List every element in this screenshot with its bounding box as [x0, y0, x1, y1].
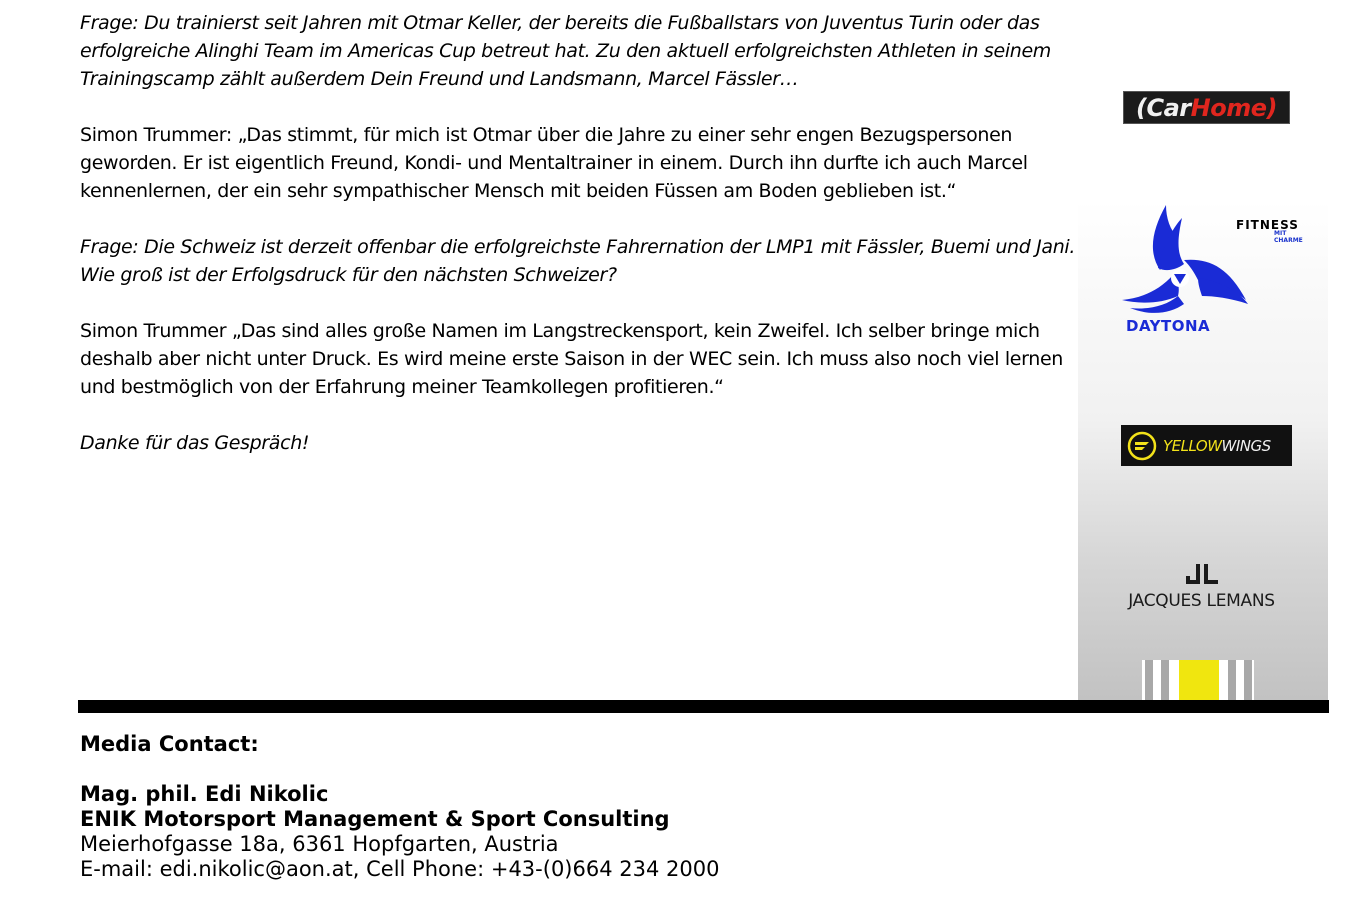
yellowwings-logo — [1121, 425, 1292, 466]
horizontal-rule — [78, 700, 1329, 713]
carhome-logo-part2: Home) — [1190, 93, 1277, 122]
yellowwings-wordmark — [1163, 437, 1271, 455]
carhome-logo — [1123, 91, 1290, 124]
daytona-name-text: DAYTONA — [1126, 317, 1211, 335]
daytona-tagline-text: MIT CHARME — [1274, 230, 1303, 244]
jacques-lemans-logo — [1114, 562, 1289, 622]
answer-1: Simon Trummer: „Das stimmt, für mich ist Otmar über die Jahre zu einer sehr engen Bezugspersonen geworden. Er ist eigentlich Freund, Kondi- und Mentaltrainer in einem. Durch ihn durfte ich auch Marcel kennenlernen, der ein sehr sympathischer Mensch mit beiden Füssen am Boden geblieben ist.“ — [80, 124, 1028, 202]
answer-2: Simon Trummer „Das sind alles große Namen im Langstreckensport, kein Zweifel. Ich selber bringe mich deshalb aber nicht unter Druck. Es wird meine erste Saison in der WEC sein. Ich muss also noch viel lernen und bestmöglich von der Erfahrung meiner Teamkollegen profitieren.“ — [80, 320, 1063, 398]
media-contact — [80, 732, 719, 882]
interview-body — [80, 9, 1080, 485]
contact-company: ENIK Motorsport Management & Sport Consulting — [80, 807, 670, 831]
daytona-logo — [1118, 200, 1308, 340]
question-1: Frage: Du trainierst seit Jahren mit Otmar Keller, der bereits die Fußballstars von Juventus Turin oder das erfolgreiche Alinghi Team im Americas Cup betreut hat. Zu den aktuell erfolgreichsten Athleten in seinem Trainingscamp zählt außerdem Dein Freund und Landsmann, Marcel Fässler… — [80, 12, 1051, 90]
jacques-lemans-name: JACQUES LEMANS — [1128, 591, 1275, 611]
yellowwings-part2: WINGS — [1221, 436, 1271, 455]
contact-name: Mag. phil. Edi Nikolic — [80, 782, 329, 806]
media-contact-heading: Media Contact: — [80, 732, 259, 756]
question-2: Frage: Die Schweiz ist derzeit offenbar die erfolgreichste Fahrernation der LMP1 mit Fässler, Buemi und Jani. Wie groß ist der Erfolgsdruck für den nächsten Schweizer? — [80, 236, 1076, 286]
contact-email-phone: E-mail: edi.nikolic@aon.at, Cell Phone: +43-(0)664 234 2000 — [80, 857, 720, 881]
contact-address: Meierhofgasse 18a, 6361 Hopfgarten, Austria — [80, 832, 559, 856]
sponsor-sidebar — [1078, 0, 1328, 700]
yellowwings-emblem-icon — [1127, 431, 1157, 461]
closing-line: Danke für das Gespräch! — [80, 432, 310, 454]
daytona-fitness-text: FITNESS — [1236, 218, 1299, 232]
carhome-logo-part1: (Car — [1136, 93, 1191, 122]
yellowwings-part1: YELLOW — [1163, 436, 1222, 455]
jacques-lemans-monogram-icon — [1182, 562, 1222, 590]
